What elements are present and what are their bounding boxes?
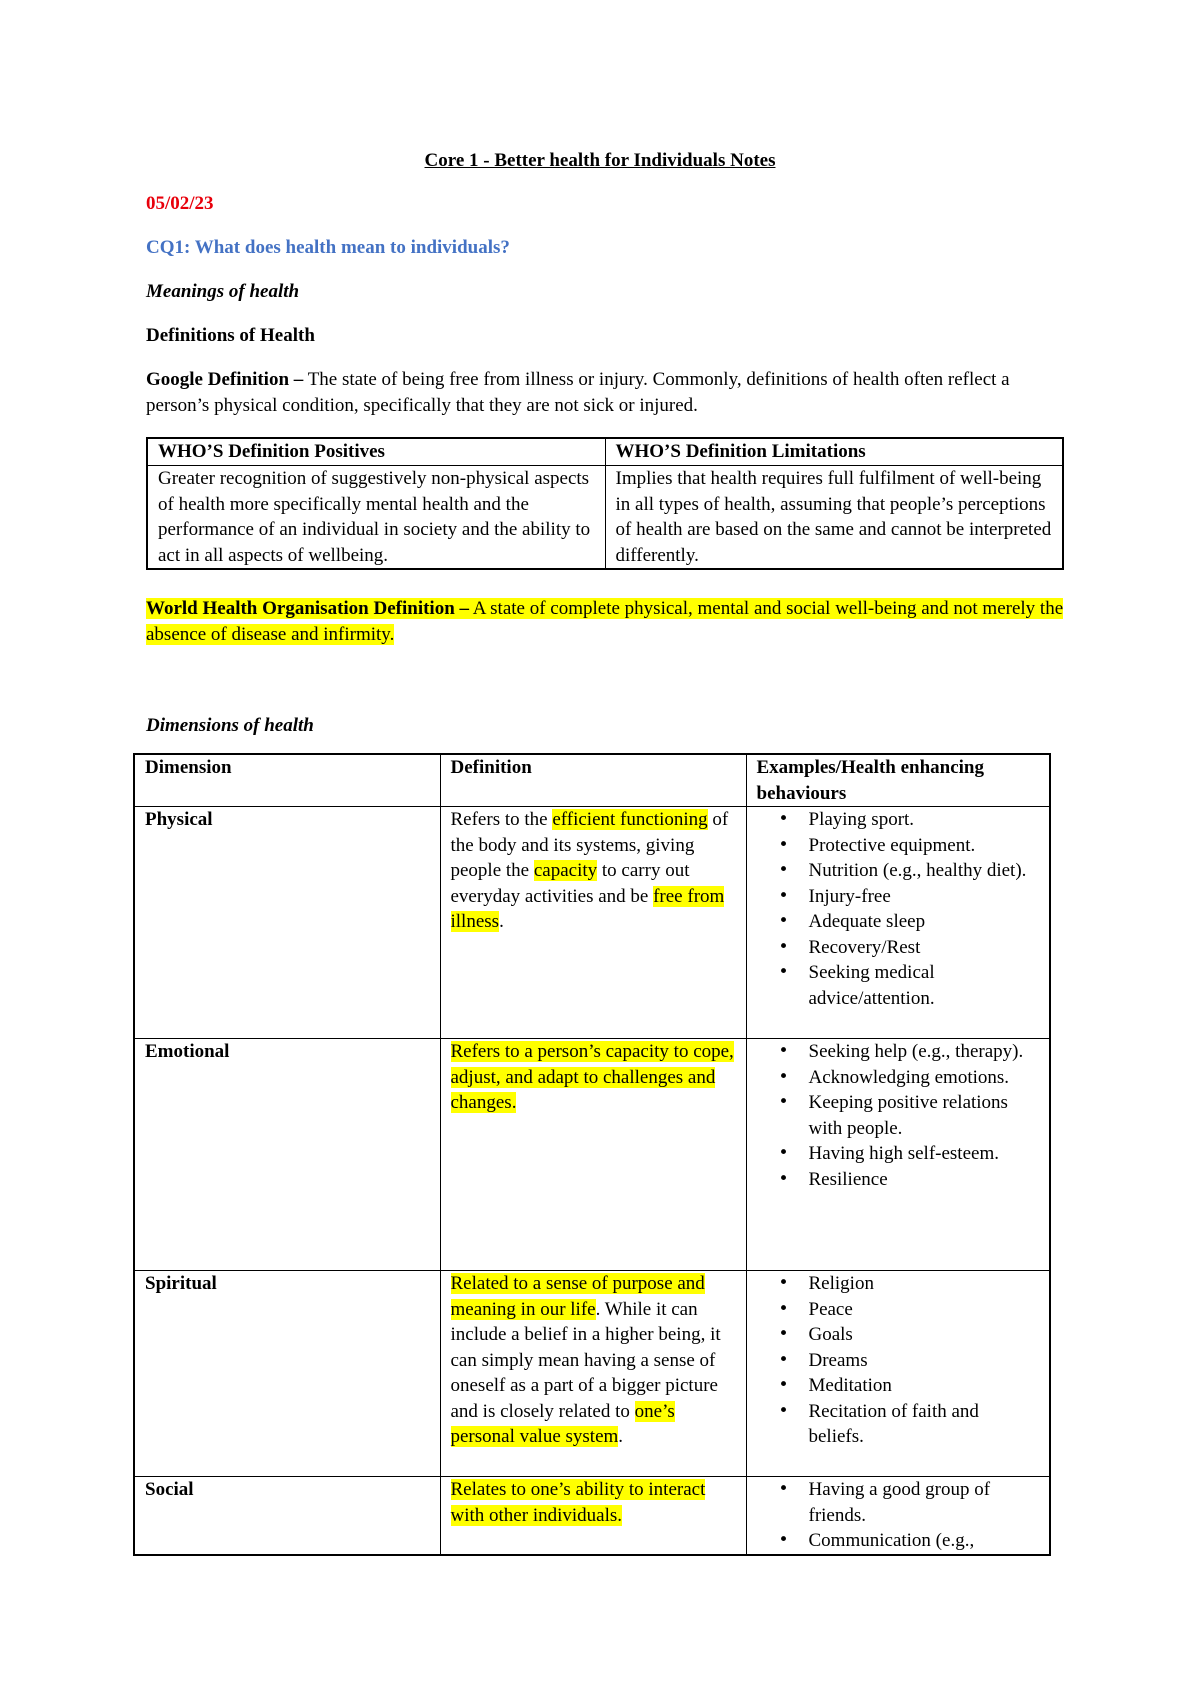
list-item: • Religion bbox=[809, 1271, 1040, 1297]
list-item: • Seeking help (e.g., therapy). bbox=[809, 1039, 1040, 1065]
examples-cell bbox=[746, 1039, 1050, 1271]
list-item: • Having a good group of friends. bbox=[809, 1477, 1040, 1528]
examples-cell bbox=[746, 807, 1050, 1039]
dimensions-heading: Dimensions of health bbox=[146, 715, 314, 736]
definition-cell: Refers to a person’s capacity to cope, adjust, and adapt to challenges and changes. bbox=[440, 1039, 746, 1271]
dimensions-header-row bbox=[134, 754, 1050, 807]
list-item: • Adequate sleep bbox=[809, 909, 1040, 935]
definition-cell: Refers to the efficient functioning of the body and its systems, giving people the capacity to carry out everyday activities and be free from illness. bbox=[440, 807, 746, 1039]
list-item: • Dreams bbox=[809, 1348, 1040, 1374]
dimensions-table bbox=[133, 753, 1051, 1556]
list-item: • Seeking medical advice/attention. bbox=[809, 960, 1040, 1011]
examples-header: Examples/Health enhancing behaviours bbox=[746, 754, 1050, 807]
cq1-heading: CQ1: What does health mean to individuals? bbox=[146, 237, 510, 258]
dimension-header: Dimension bbox=[134, 754, 440, 807]
definition-cell: Related to a sense of purpose and meaning in our life. While it can include a belief in a higher being, it can simply mean having a sense of oneself as a part of a bigger picture and is closely related to one’s personal value system. bbox=[440, 1271, 746, 1477]
table-row bbox=[134, 1039, 1050, 1271]
page-title: Core 1 - Better health for Individuals Notes bbox=[424, 150, 776, 171]
list-item: • Peace bbox=[809, 1297, 1040, 1323]
who-limitations-cell: Implies that health requires full fulfilment of well-being in all types of health, assuming that people’s perceptions of health are based on the same and cannot be interpreted differently. bbox=[605, 466, 1063, 570]
list-item: • Nutrition (e.g., healthy diet). bbox=[809, 858, 1040, 884]
google-definition bbox=[146, 367, 1046, 418]
list-item: • Recovery/Rest bbox=[809, 935, 1040, 961]
examples-cell bbox=[746, 1477, 1050, 1555]
table-row bbox=[134, 1271, 1050, 1477]
dimension-cell: Spiritual bbox=[134, 1271, 440, 1477]
list-item: • Protective equipment. bbox=[809, 833, 1040, 859]
who-limitations-header: WHO’S Definition Limitations bbox=[605, 438, 1063, 466]
list-item: • Recitation of faith and beliefs. bbox=[809, 1399, 1040, 1450]
list-item: • Injury-free bbox=[809, 884, 1040, 910]
who-positives-cell: Greater recognition of suggestively non-physical aspects of health more specifically mental health and the performance of an individual in society and the ability to act in all aspects of wellbeing. bbox=[147, 466, 605, 570]
definitions-heading: Definitions of Health bbox=[146, 325, 315, 346]
dimension-cell: Physical bbox=[134, 807, 440, 1039]
dimension-cell: Emotional bbox=[134, 1039, 440, 1271]
date-heading: 05/02/23 bbox=[146, 193, 214, 214]
list-item: • Resilience bbox=[809, 1167, 1040, 1193]
who-definition-text: A state of complete physical, mental and social well-being and not merely the absence of disease and infirmity. bbox=[146, 598, 1064, 645]
dimension-cell: Social bbox=[134, 1477, 440, 1555]
list-item: • Meditation bbox=[809, 1373, 1040, 1399]
list-item: • Having high self-esteem. bbox=[809, 1141, 1040, 1167]
who-definition bbox=[146, 596, 1066, 647]
list-item: • Goals bbox=[809, 1322, 1040, 1348]
list-item: • Playing sport. bbox=[809, 807, 1040, 833]
who-definition-table bbox=[146, 437, 1064, 570]
definition-header: Definition bbox=[440, 754, 746, 807]
google-definition-label: Google Definition – bbox=[146, 369, 304, 390]
table-row bbox=[134, 1477, 1050, 1555]
list-item: • Keeping positive relations with people. bbox=[809, 1090, 1040, 1141]
examples-cell bbox=[746, 1271, 1050, 1477]
list-item: • Communication (e.g., bbox=[809, 1528, 1040, 1554]
list-item: • Acknowledging emotions. bbox=[809, 1065, 1040, 1091]
table-row bbox=[134, 807, 1050, 1039]
google-definition-text: The state of being free from illness or injury. Commonly, definitions of health often reflect a person’s physical condition, specifically that they are not sick or injured. bbox=[146, 369, 1010, 416]
meanings-heading: Meanings of health bbox=[146, 281, 300, 302]
who-positives-header: WHO’S Definition Positives bbox=[147, 438, 605, 466]
who-definition-label: World Health Organisation Definition – bbox=[146, 598, 470, 619]
definition-cell: Relates to one’s ability to interact with other individuals. bbox=[440, 1477, 746, 1555]
